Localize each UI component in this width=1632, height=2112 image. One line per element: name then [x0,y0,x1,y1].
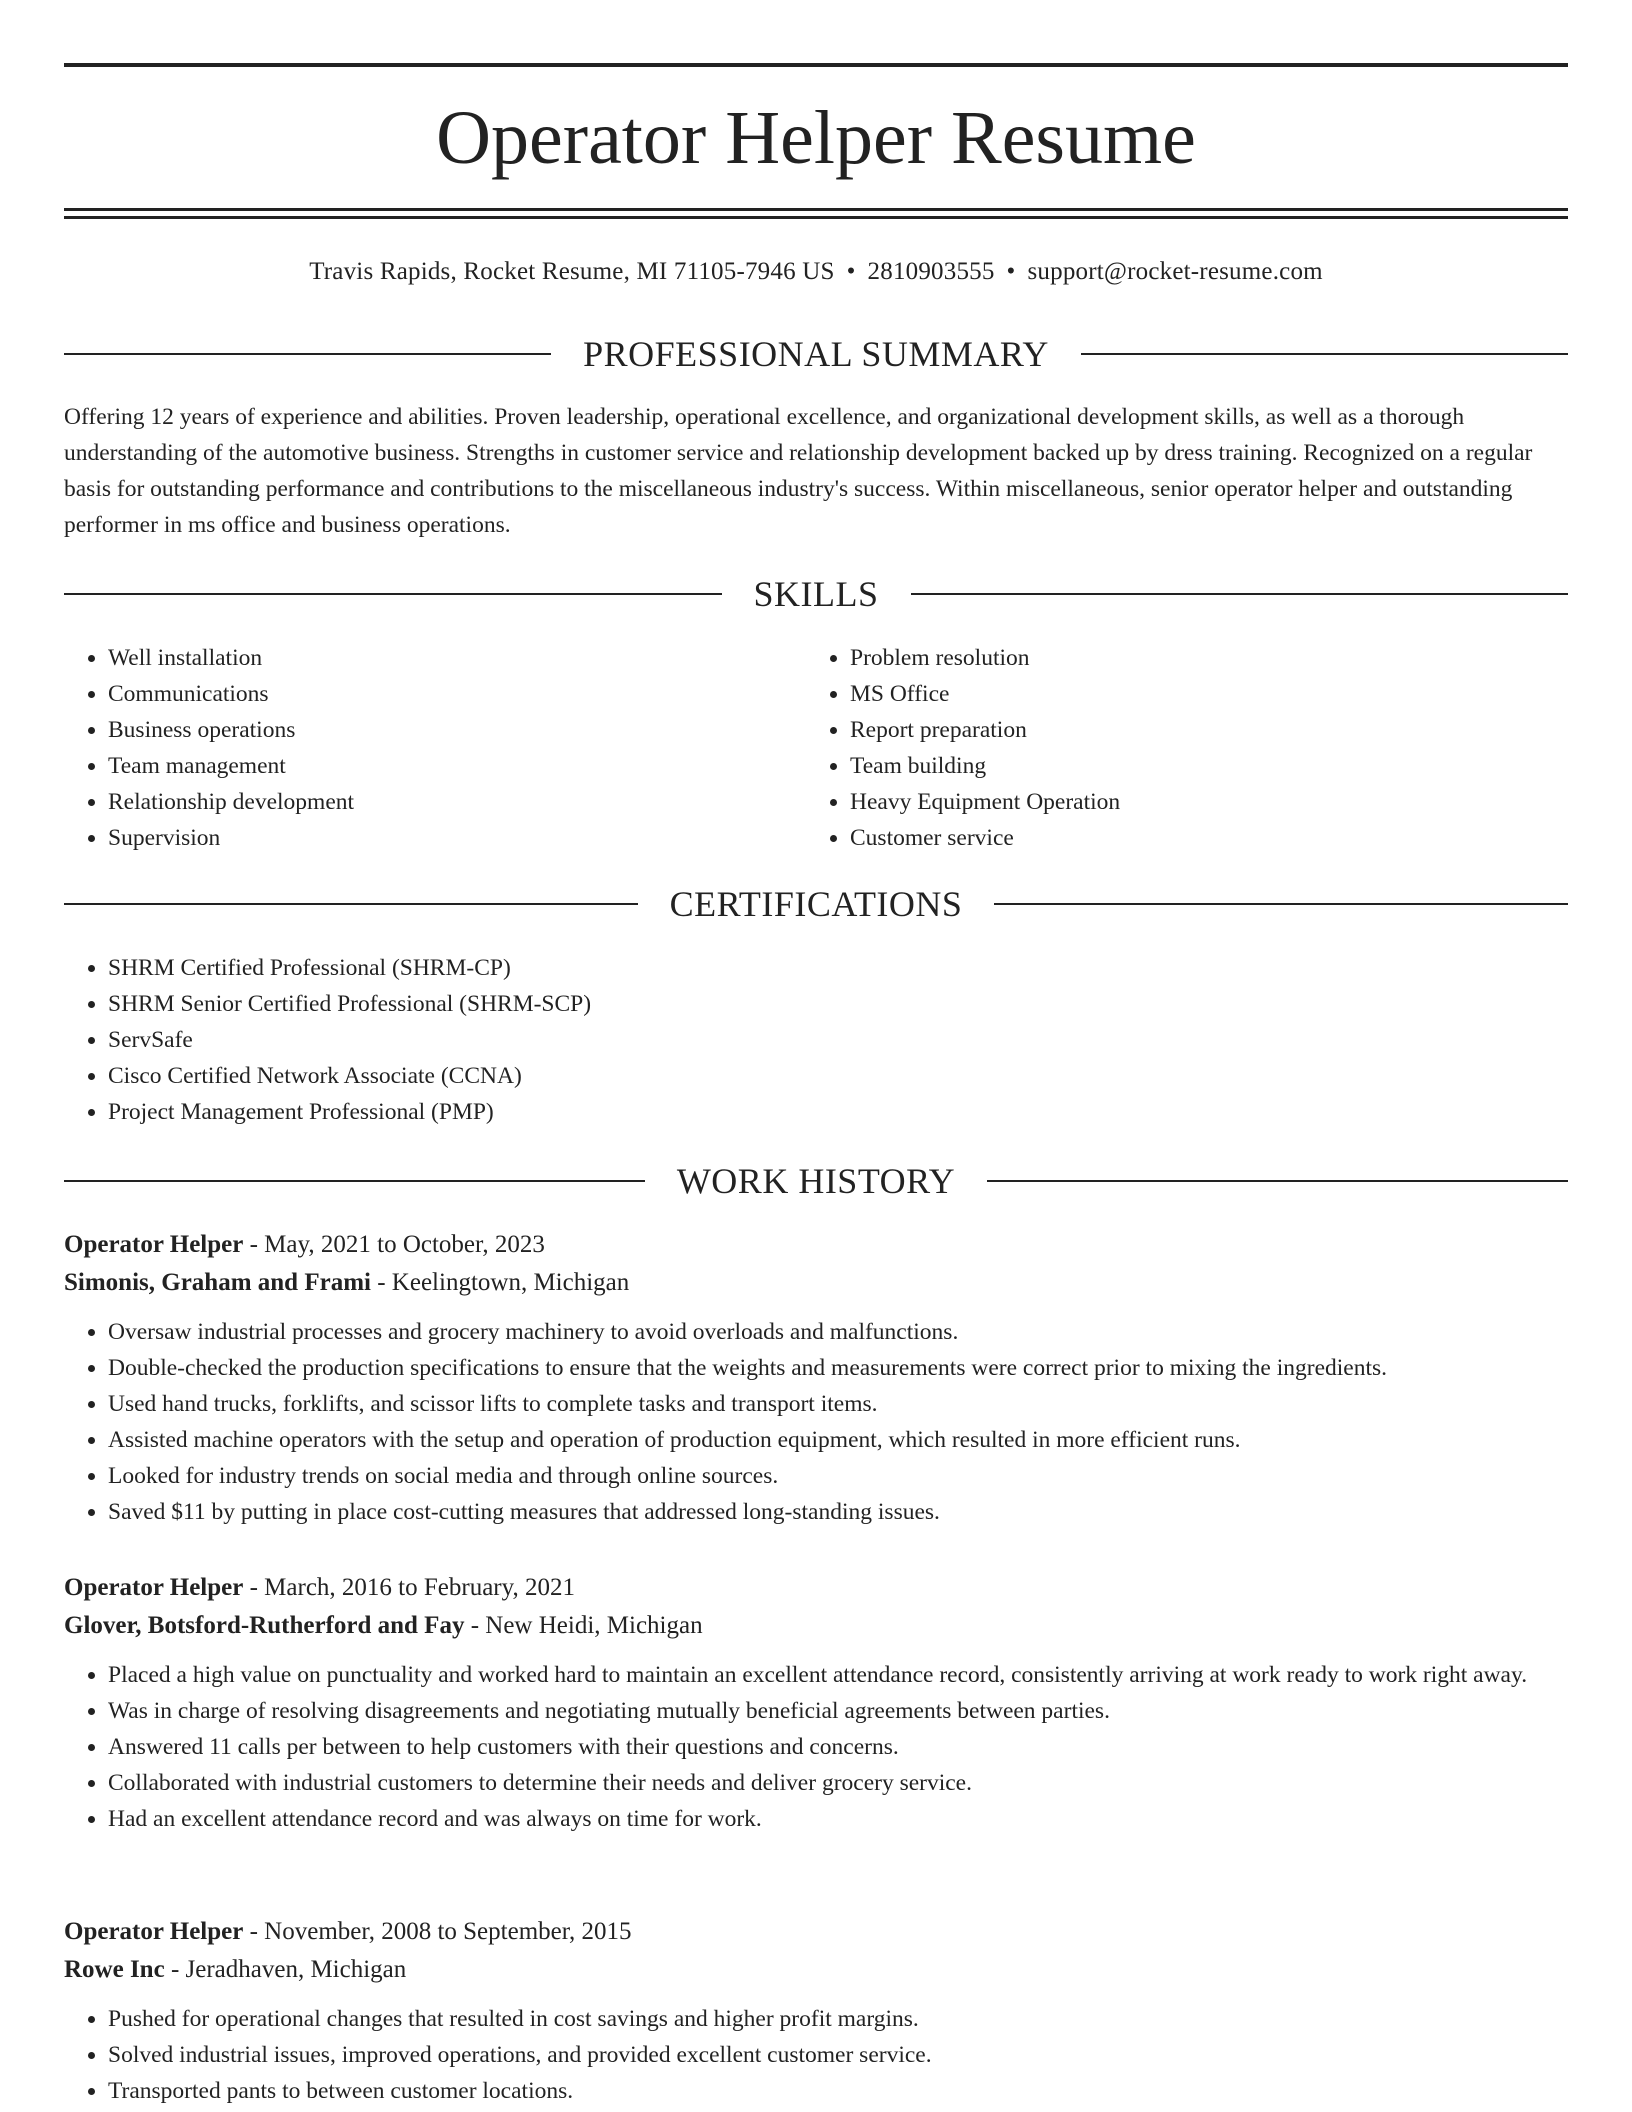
section-heading-certifications [64,880,1568,928]
job-company-line [64,1264,1568,1302]
job-company: Rowe Inc [64,1956,165,1983]
section-heading-summary [64,330,1568,378]
top-rule [64,63,1568,67]
title-rule-lower [64,216,1568,219]
job-company-line [64,1607,1568,1645]
job-bullet-item: • Assisted machine operators with the setup and operation of production equipment, which resulted in more efficient runs. [108,1422,1568,1458]
skill-item: • Well installation [108,640,764,676]
job-bullet-item: • Saved $11 by putting in place cost-cutting measures that addressed long-standing issues. [108,1494,1568,1530]
skills-list [806,640,1506,856]
job-title: Operator Helper [64,1918,244,1945]
job-bullets [64,1314,1568,1530]
skills-list [64,640,764,856]
certification-item: • SHRM Senior Certified Professional (SHRM-SCP) [108,986,1568,1022]
heading-rule [64,353,551,355]
job-bullet-item: • Answered 11 calls per between to help customers with their questions and concerns. [108,1729,1568,1765]
job-bullet-item: • Had an excellent attendance record and was always on time for work. [108,1801,1568,1837]
heading-rule [64,593,722,595]
summary-text: Offering 12 years of experience and abilities. Proven leadership, operational excellence, and organizational development skills, as well as a thorough understanding of the automotive business. Strengths in customer service and relationship development backed up by dress training. Recognized on a regular basis for outstanding performance and contributions to the miscellaneous industry's success. Within miscellaneous, senior operator helper and outstanding performer in ms office and business operations. [64,404,1533,538]
section-heading-work-history [64,1157,1568,1205]
skill-item: • Problem resolution [850,640,1506,676]
contact-line [64,254,1568,290]
skill-item: • Business operations [108,712,764,748]
contact-email: support@rocket-resume.com [1027,258,1323,285]
section-title: PROFESSIONAL SUMMARY [583,334,1049,374]
job-bullet-item: • Looked for industry trends on social media and through online sources. [108,1458,1568,1494]
heading-rule [911,593,1569,595]
heading-rule [64,1180,645,1182]
job-title: Operator Helper [64,1574,244,1601]
job-company: Glover, Botsford-Rutherford and Fay [64,1612,465,1639]
job-bullets [64,2001,1568,2109]
skill-item: • Supervision [108,820,764,856]
job-title: Operator Helper [64,1231,244,1258]
job-bullet-item: • Pushed for operational changes that resulted in cost savings and higher profit margins. [108,2001,1568,2037]
job-dates: - March, 2016 to February, 2021 [243,1574,575,1601]
heading-rule [994,903,1568,905]
contact-phone: 2810903555 [867,258,995,285]
job-title-line [64,1226,1568,1264]
certifications-block [64,950,1568,1130]
job-bullet-item: • Oversaw industrial processes and grocery machinery to avoid overloads and malfunctions. [108,1314,1568,1350]
certification-item: • ServSafe [108,1022,1568,1058]
skill-item: • MS Office [850,676,1506,712]
section-heading-skills [64,570,1568,618]
job-bullet-item: • Placed a high value on punctuality and worked hard to maintain an excellent attendance record, consistently arriving at work ready to work right away. [108,1657,1568,1693]
job-entry [64,1569,1568,1837]
job-bullet-item: • Used hand trucks, forklifts, and scissor lifts to complete tasks and transport items. [108,1386,1568,1422]
job-bullet-item: • Solved industrial issues, improved operations, and provided excellent customer service. [108,2037,1568,2073]
job-entry [64,1913,1568,2109]
skill-item: • Relationship development [108,784,764,820]
job-location: - New Heidi, Michigan [464,1612,703,1639]
job-bullet-item: • Double-checked the production specifications to ensure that the weights and measurements were correct prior to mixing the ingredients. [108,1350,1568,1386]
title-rule-upper [64,208,1568,211]
skill-item: • Team management [108,748,764,784]
skill-item: • Communications [108,676,764,712]
job-title-line [64,1569,1568,1607]
section-title: CERTIFICATIONS [669,884,963,924]
heading-rule [64,903,638,905]
certification-item: • Project Management Professional (PMP) [108,1094,1568,1130]
job-company: Simonis, Graham and Frami [64,1269,371,1296]
contact-separator: • [1006,258,1016,285]
job-company-line [64,1951,1568,1989]
resume-title: Operator Helper Resume [436,96,1196,180]
section-title: SKILLS [753,574,879,614]
certification-item: • SHRM Certified Professional (SHRM-CP) [108,950,1568,986]
section-title: WORK HISTORY [676,1161,956,1201]
skills-column-left [64,640,764,856]
contact-separator: • [846,258,856,285]
certification-item: • Cisco Certified Network Associate (CCNA) [108,1058,1568,1094]
job-title-line [64,1913,1568,1951]
skill-item: • Team building [850,748,1506,784]
heading-rule [1081,353,1568,355]
skill-item: • Heavy Equipment Operation [850,784,1506,820]
skill-item: • Customer service [850,820,1506,856]
job-location: - Keelingtown, Michigan [370,1269,630,1296]
skill-item: • Report preparation [850,712,1506,748]
certifications-list [64,950,1568,1130]
job-bullet-item: • Was in charge of resolving disagreements and negotiating mutually beneficial agreements between parties. [108,1693,1568,1729]
job-dates: - May, 2021 to October, 2023 [243,1231,545,1258]
heading-rule [987,1180,1568,1182]
job-bullet-item: • Collaborated with industrial customers to determine their needs and deliver grocery service. [108,1765,1568,1801]
job-bullets [64,1657,1568,1837]
job-location: - Jeradhaven, Michigan [164,1956,407,1983]
skills-column-right [806,640,1506,856]
job-entry [64,1226,1568,1530]
job-dates: - November, 2008 to September, 2015 [243,1918,632,1945]
job-bullet-item: • Transported pants to between customer locations. [108,2073,1568,2109]
contact-address: Travis Rapids, Rocket Resume, MI 71105-7946 US [309,258,835,285]
